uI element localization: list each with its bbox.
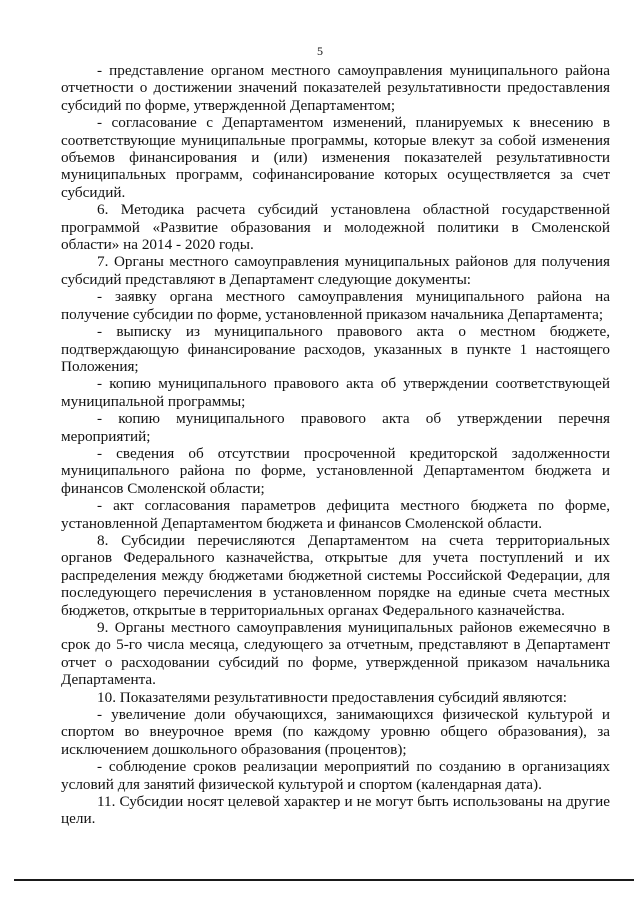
list-item-deadlines: - соблюдение сроков реализации мероприятий по созданию в организациях условий для занятий физической культурой и спортом (календарная дата).	[61, 758, 610, 793]
list-item-application: - заявку органа местного самоуправления муниципального района на получение субсидии по форме, установленной приказом начальника Департамента;	[61, 288, 610, 323]
page-number: 5	[317, 44, 323, 58]
document-body	[61, 62, 610, 828]
footer-divider	[14, 879, 634, 881]
paragraph-11-purpose: 11. Субсидии носят целевой характер и не могут быть использованы на другие цели.	[61, 793, 610, 828]
paragraph-8-transfer: 8. Субсидии перечисляются Департаментом на счета территориальных органов Федерального казначейства, открытые для учета поступлений и их распределения между бюджетами бюджетной системы Российской Федерации, для последующего перечисления в установленном порядке на единые счета местных бюджетов, открытые в территориальных органах Федерального казначейства.	[61, 531, 610, 619]
paragraph-reporting: - представление органом местного самоуправления муниципального района отчетности о достижении значений показателей результативности предоставления субсидий по форме, утвержденной Департаментом;	[61, 62, 610, 114]
paragraph-7-documents: 7. Органы местного самоуправления муниципальных районов для получения субсидий представляют в Департамент следующие документы:	[61, 253, 610, 288]
list-item-program-copy: - копию муниципального правового акта об утверждении соответствующей муниципальной программы;	[61, 375, 610, 410]
paragraph-10-indicators: 10. Показателями результативности предоставления субсидий являются:	[97, 688, 567, 706]
paragraph-6-methodology: 6. Методика расчета субсидий установлена областной государственной программой «Развитие образования и молодежной политики в Смоленской области» на 2014 - 2020 годы.	[61, 201, 610, 254]
list-item-budget-extract: - выписку из муниципального правового акта о местном бюджете, подтверждающую финансирование расходов, указанных в пункте 1 настоящего Положения;	[61, 323, 610, 375]
paragraph-program-changes: - согласование с Департаментом изменений, планируемых к внесению в соответствующие муниципальные программы, которые влекут за собой изменения объемов финансирования и (или) изменения показателей результативности муниципальных программ, софинансирование которых осуществляется за счет субсидий.	[61, 114, 610, 201]
paragraph-9-reports: 9. Органы местного самоуправления муниципальных районов ежемесячно в срок до 5-го числа месяца, следующего за отчетным, представляют в Департамент отчет о расходовании субсидий по форме, утвержденной приказом начальника Департамента.	[61, 619, 610, 689]
list-item-deficit-act: - акт согласования параметров дефицита местного бюджета по форме, установленной Департаментом бюджета и финансов Смоленской области.	[61, 497, 610, 532]
list-item-no-debt-info: - сведения об отсутствии просроченной кредиторской задолженности муниципального района по форме, установленной Департаментом бюджета и финансов Смоленской области;	[61, 444, 610, 497]
list-item-activities-copy: - копию муниципального правового акта об утверждении перечня мероприятий;	[61, 410, 610, 445]
list-item-sports-share: - увеличение доли обучающихся, занимающихся физической культурой и спортом во внеурочное время (по каждому уровню общего образования), за исключением дошкольного образования (процентов);	[61, 706, 610, 758]
